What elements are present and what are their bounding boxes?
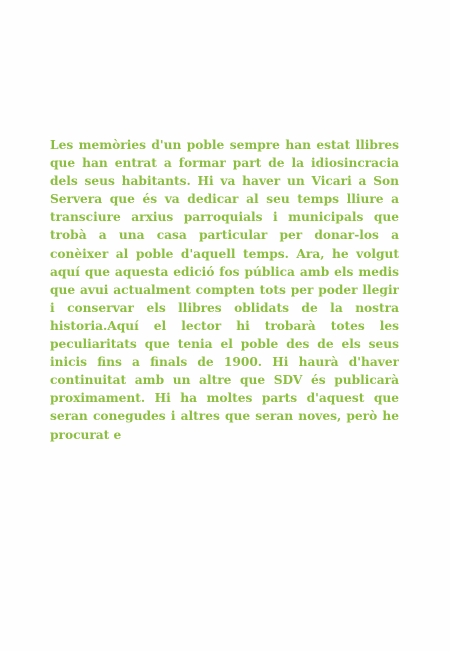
blurb-line: inicis fins a finals de 1900. Hi haurà d'haver: [50, 355, 399, 370]
blurb-line: que han entrat a formar part de la idiosincracia: [50, 156, 399, 171]
blurb-line: transciure arxius parroquials i municipals que: [50, 210, 399, 225]
blurb-line: aquí que aquesta edició fos pública amb els medis: [50, 264, 399, 279]
blurb-line: Servera que és va dedicar al seu temps lliure a: [50, 192, 399, 207]
blurb-line: que avui actualment compten tots per poder llegir: [50, 282, 399, 297]
blurb-line: historia.Aquí el lector hi trobarà totes les: [50, 318, 399, 333]
blurb-line: dels seus habitants. Hi va haver un Vicari a Son: [50, 174, 399, 189]
blurb-line: peculiaritats que tenia el poble des de els seus: [50, 337, 399, 352]
back-cover-blurb: [50, 136, 399, 444]
blurb-line: Les memòries d'un poble sempre han estat llibres: [50, 138, 399, 152]
blurb-line: i conservar els llibres oblidats de la nostra: [50, 300, 399, 315]
blurb-line: proximament. Hi ha moltes parts d'aquest que: [50, 391, 399, 406]
blurb-line: trobà a una casa particular per donar-los a: [50, 228, 399, 243]
blurb-line: seran conegudes i altres que seran noves, però he: [50, 409, 399, 424]
blurb-line: conèixer al poble d'aquell temps. Ara, he volgut: [50, 246, 399, 261]
blurb-line: continuitat amb un altre que SDV és publicarà: [50, 373, 399, 388]
blurb-line: procurat e: [50, 427, 122, 442]
